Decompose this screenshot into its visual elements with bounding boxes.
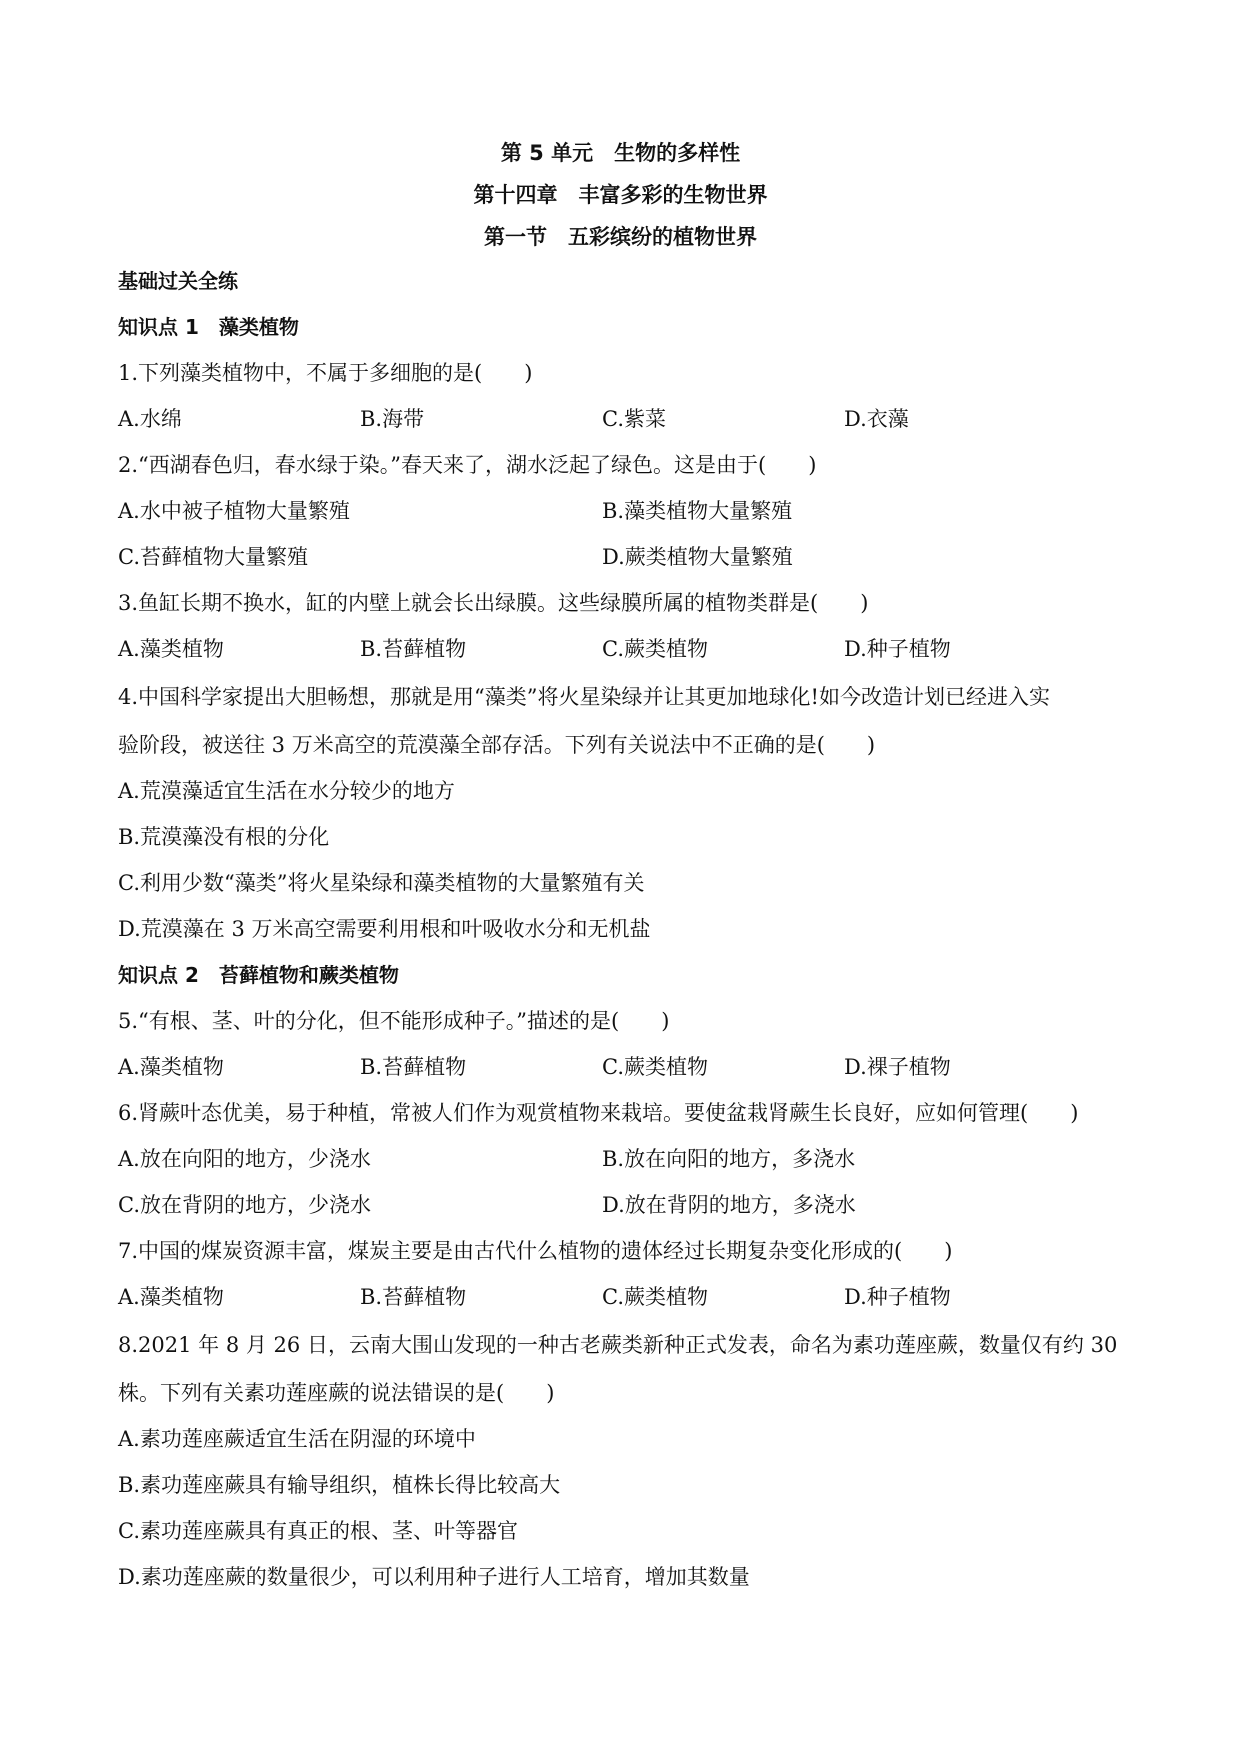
question-4-stem-line-2: 验阶段，被送往 3 万米高空的荒漠藻全部存活。下列有关说法中不正确的是( ) [118, 733, 876, 757]
question-8-option-d: D.素功莲座蕨的数量很少，可以利用种子进行人工培育，增加其数量 [118, 1565, 750, 1589]
question-2-stem: 2.“西湖春色归，春水绿于染。”春天来了，湖水泛起了绿色。这是由于( ) [118, 453, 817, 477]
option-d: D.蕨类植物大量繁殖 [602, 545, 793, 569]
option-b: B.苔藓植物 [360, 1285, 467, 1309]
question-1-options [118, 396, 1123, 442]
unit-title: 第 5 单元 生物的多样性 [500, 141, 741, 165]
option-a: A.藻类植物 [118, 1055, 224, 1079]
option-c: C.紫菜 [602, 407, 666, 431]
option-b: B.苔藓植物 [360, 1055, 467, 1079]
question-4-stem-line-1: 4.中国科学家提出大胆畅想，那就是用“藻类”将火星染绿并让其更加地球化!如今改造计划已经进入实 [118, 685, 1050, 709]
option-c: C.蕨类植物 [602, 1055, 708, 1079]
question-4-option-b: B.荒漠藻没有根的分化 [118, 825, 330, 849]
option-d: D.衣藻 [844, 407, 909, 431]
option-a: A.藻类植物 [118, 637, 224, 661]
question-5-stem: 5.“有根、茎、叶的分化，但不能形成种子。”描述的是( ) [118, 1009, 670, 1033]
question-8-stem-line-1: 8.2021 年 8 月 26 日，云南大围山发现的一种古老蕨类新种正式发表，命名为素功莲座蕨，数量仅有约 30 [118, 1333, 1118, 1357]
option-d: D.种子植物 [844, 637, 951, 661]
option-a: A.放在向阳的地方，少浇水 [118, 1147, 371, 1171]
question-4-option-c: C.利用少数“藻类”将火星染绿和藻类植物的大量繁殖有关 [118, 871, 645, 895]
question-2-options-row-1 [118, 488, 1123, 534]
question-6-options-row-1 [118, 1136, 1123, 1182]
practice-heading: 基础过关全练 [118, 269, 238, 293]
question-1-stem: 1.下列藻类植物中，不属于多细胞的是( ) [118, 361, 533, 385]
option-a: A.水绵 [118, 407, 182, 431]
question-8-option-c: C.素功莲座蕨具有真正的根、茎、叶等器官 [118, 1519, 518, 1543]
option-c: C.放在背阴的地方，少浇水 [118, 1193, 371, 1217]
option-c: C.蕨类植物 [602, 637, 708, 661]
section-title: 第一节 五彩缤纷的植物世界 [484, 225, 757, 249]
question-8-option-b: B.素功莲座蕨具有输导组织，植株长得比较高大 [118, 1473, 561, 1497]
question-2-options-row-2 [118, 534, 1123, 580]
question-5-options [118, 1044, 1123, 1090]
question-4-option-d: D.荒漠藻在 3 万米高空需要利用根和叶吸收水分和无机盐 [118, 917, 651, 941]
option-a: A.水中被子植物大量繁殖 [118, 499, 350, 523]
option-c: C.苔藓植物大量繁殖 [118, 545, 308, 569]
question-3-options [118, 626, 1123, 672]
document-content [118, 132, 1123, 1600]
option-b: B.藻类植物大量繁殖 [602, 499, 793, 523]
option-d: D.种子植物 [844, 1285, 951, 1309]
chapter-title: 第十四章 丰富多彩的生物世界 [473, 183, 768, 207]
question-3-stem: 3.鱼缸长期不换水，缸的内壁上就会长出绿膜。这些绿膜所属的植物类群是( ) [118, 591, 869, 615]
question-6-options-row-2 [118, 1182, 1123, 1228]
option-b: B.放在向阳的地方，多浇水 [602, 1147, 856, 1171]
option-b: B.海带 [360, 407, 425, 431]
question-8-stem-line-2: 株。下列有关素功莲座蕨的说法错误的是( ) [118, 1381, 555, 1405]
question-8-option-a: A.素功莲座蕨适宜生活在阴湿的环境中 [118, 1427, 476, 1451]
option-b: B.苔藓植物 [360, 637, 467, 661]
option-c: C.蕨类植物 [602, 1285, 708, 1309]
question-7-stem: 7.中国的煤炭资源丰富，煤炭主要是由古代什么植物的遗体经过长期复杂变化形成的( ) [118, 1239, 953, 1263]
knowledge-point-1: 知识点 1 藻类植物 [118, 315, 299, 339]
question-4-option-a: A.荒漠藻适宜生活在水分较少的地方 [118, 779, 455, 803]
option-a: A.藻类植物 [118, 1285, 224, 1309]
option-d: D.放在背阴的地方，多浇水 [602, 1193, 856, 1217]
question-7-options [118, 1274, 1123, 1320]
option-d: D.裸子植物 [844, 1055, 951, 1079]
knowledge-point-2: 知识点 2 苔藓植物和蕨类植物 [118, 963, 399, 987]
question-6-stem: 6.肾蕨叶态优美，易于种植，常被人们作为观赏植物来栽培。要使盆栽肾蕨生长良好，应如何管理( ) [118, 1101, 1079, 1125]
